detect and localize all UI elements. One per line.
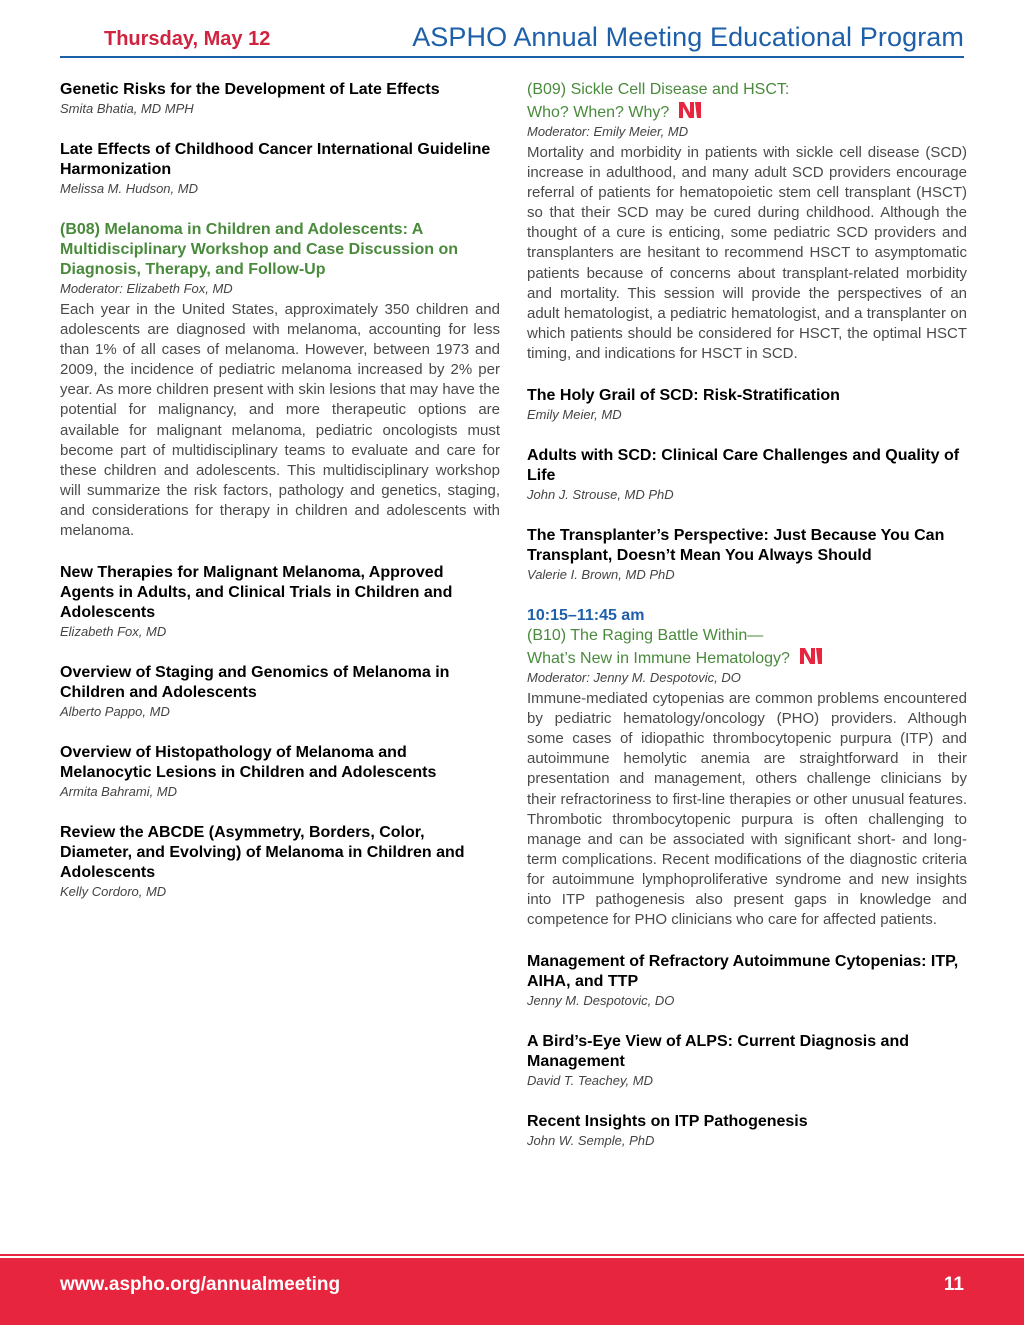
talk-item <box>527 952 967 1010</box>
footer-divider <box>0 1254 1024 1256</box>
talk-item <box>60 563 500 641</box>
session-b08 <box>60 220 500 541</box>
talk-speaker: Emily Meier, MD <box>527 407 622 423</box>
n-badge-icon <box>798 646 824 666</box>
talk-item <box>527 386 967 424</box>
session-time: 10:15–11:45 am <box>527 607 645 625</box>
talk-title: Management of Refractory Autoimmune Cytopenias: ITP, AIHA, and TTP <box>527 953 959 991</box>
session-description: Mortality and morbidity in patients with sickle cell disease (SCD) increase in adulthood, and many adult SCD providers encourage referral of patients for hematopoietic stem cell transplant (HSCT) so that their SCD may be cured during childhood. Although the thought of a cure is enticing, some pediatric SCD providers and transplanters are hesitant to recommend HSCT to asymptomatic patients because of concerns about transplant-related morbidity and mortality. This session will provide the perspectives of an adult hematologist, a pediatric hematologist, and a transplanter on which patients should be considered for HSCT, the optimal HSCT timing, and indications for HSCT in SCD. <box>527 144 967 362</box>
talk-item <box>527 526 967 584</box>
header-title: ASPHO Annual Meeting Educational Program <box>412 22 964 52</box>
talk-item <box>527 1112 967 1150</box>
talk-title: Genetic Risks for the Development of Late Effects <box>60 81 440 98</box>
talk-speaker: Armita Bahrami, MD <box>60 784 178 800</box>
talk-title: Late Effects of Childhood Cancer International Guideline Harmonization <box>60 141 491 178</box>
talk-speaker: David T. Teachey, MD <box>527 1073 653 1089</box>
session-title-line2 <box>527 646 967 669</box>
talk-item <box>527 1032 967 1090</box>
talk-speaker: Smita Bhatia, MD MPH <box>60 101 194 116</box>
talk-title: New Therapies for Malignant Melanoma, Approved Agents in Adults, and Clinical Trials in Children and Adolescents <box>60 564 453 622</box>
talk-title: Overview of Histopathology of Melanoma and Melanocytic Lesions in Children and Adolescents <box>60 744 437 782</box>
talk-speaker: Alberto Pappo, MD <box>60 704 170 720</box>
header-divider <box>60 56 964 58</box>
talk-speaker: Valerie I. Brown, MD PhD <box>527 567 675 583</box>
session-description: Immune-mediated cytopenias are common problems encountered by pediatric hematology/oncology (PHO) providers. Although some cases of idiopathic thrombocytopenic purpura (ITP) and autoimmune hemolytic anemia are straightforward in their presentation and management, others challenge clinicians by their refractoriness to first-line therapies or other unusual features. Thrombotic thrombocytopenic purpura is often challenging to manage and can be associated with significant short- and long-term complications. Recent modifications of the diagnostic criteria for autoimmune lymphoproliferative syndrome and new insights into ITP pathogenesis also present gaps in knowledge and competence for PHO clinicians who care for affected patients. <box>527 690 967 929</box>
n-badge-icon <box>677 100 703 120</box>
talk-speaker: Melissa M. Hudson, MD <box>60 181 198 196</box>
talk-item <box>60 140 500 198</box>
talk-title: The Transplanter’s Perspective: Just Because You Can Transplant, Doesn’t Mean You Always Should <box>527 527 945 565</box>
talk-speaker: John W. Semple, PhD <box>527 1133 655 1149</box>
session-moderator: Moderator: Jenny M. Despotovic, DO <box>527 670 741 686</box>
talk-speaker: Elizabeth Fox, MD <box>60 624 167 640</box>
session-title: (B09) Sickle Cell Disease and HSCT: <box>527 81 790 98</box>
session-title: (B10) The Raging Battle Within— <box>527 627 764 645</box>
left-column <box>60 80 500 923</box>
session-moderator: Moderator: Emily Meier, MD <box>527 124 689 139</box>
talk-title: Review the ABCDE (Asymmetry, Borders, Color, Diameter, and Evolving) of Melanoma in Children and Adolescents <box>60 824 465 882</box>
footer-url-link[interactable]: www.aspho.org/annualmeeting <box>60 1274 341 1295</box>
session-b10 <box>527 606 967 930</box>
session-description: Each year in the United States, approximately 350 children and adolescents are diagnosed with melanoma, accounting for less than 1% of all cases of melanoma. However, between 1973 and 2009, the incidence of pediatric melanoma increased by 2% per year. As more children present with skin lesions that may have the potential for malignancy, and more therapeutic options are available for malignant melanoma, pediatric oncologists must become part of multidisciplinary teams to evaluate and care for these children and adolescents. This multidisciplinary workshop will summarize the risk factors, pathology and genetics, staging, and considerations for therapy in children and adolescents with melanoma. <box>60 301 500 540</box>
session-b09 <box>527 80 967 364</box>
talk-title: The Holy Grail of SCD: Risk-Stratification <box>527 387 840 405</box>
header-date: Thursday, May 12 <box>104 28 271 50</box>
session-title-text: What’s New in Immune Hematology? <box>527 650 790 668</box>
talk-item <box>527 446 967 504</box>
talk-speaker: John J. Strouse, MD PhD <box>527 487 674 503</box>
talk-title: A Bird’s-Eye View of ALPS: Current Diagnosis and Management <box>527 1033 909 1071</box>
talk-title: Adults with SCD: Clinical Care Challenges and Quality of Life <box>527 447 960 485</box>
right-column <box>527 80 967 1172</box>
talk-title: Recent Insights on ITP Pathogenesis <box>527 1113 808 1131</box>
session-title-line2 <box>527 100 967 123</box>
talk-speaker: Kelly Cordoro, MD <box>60 884 167 900</box>
talk-item <box>60 743 500 801</box>
talk-item <box>60 823 500 901</box>
session-title: (B08) Melanoma in Children and Adolescents: A Multidisciplinary Workshop and Case Discussion on Diagnosis, Therapy, and Follow-Up <box>60 221 458 278</box>
talk-item <box>60 80 500 118</box>
session-title-text: Who? When? Why? <box>527 104 670 121</box>
session-moderator: Moderator: Elizabeth Fox, MD <box>60 281 233 296</box>
talk-title: Overview of Staging and Genomics of Melanoma in Children and Adolescents <box>60 664 450 702</box>
page-number: 11 <box>943 1274 964 1295</box>
talk-speaker: Jenny M. Despotovic, DO <box>527 993 675 1009</box>
talk-item <box>60 663 500 721</box>
